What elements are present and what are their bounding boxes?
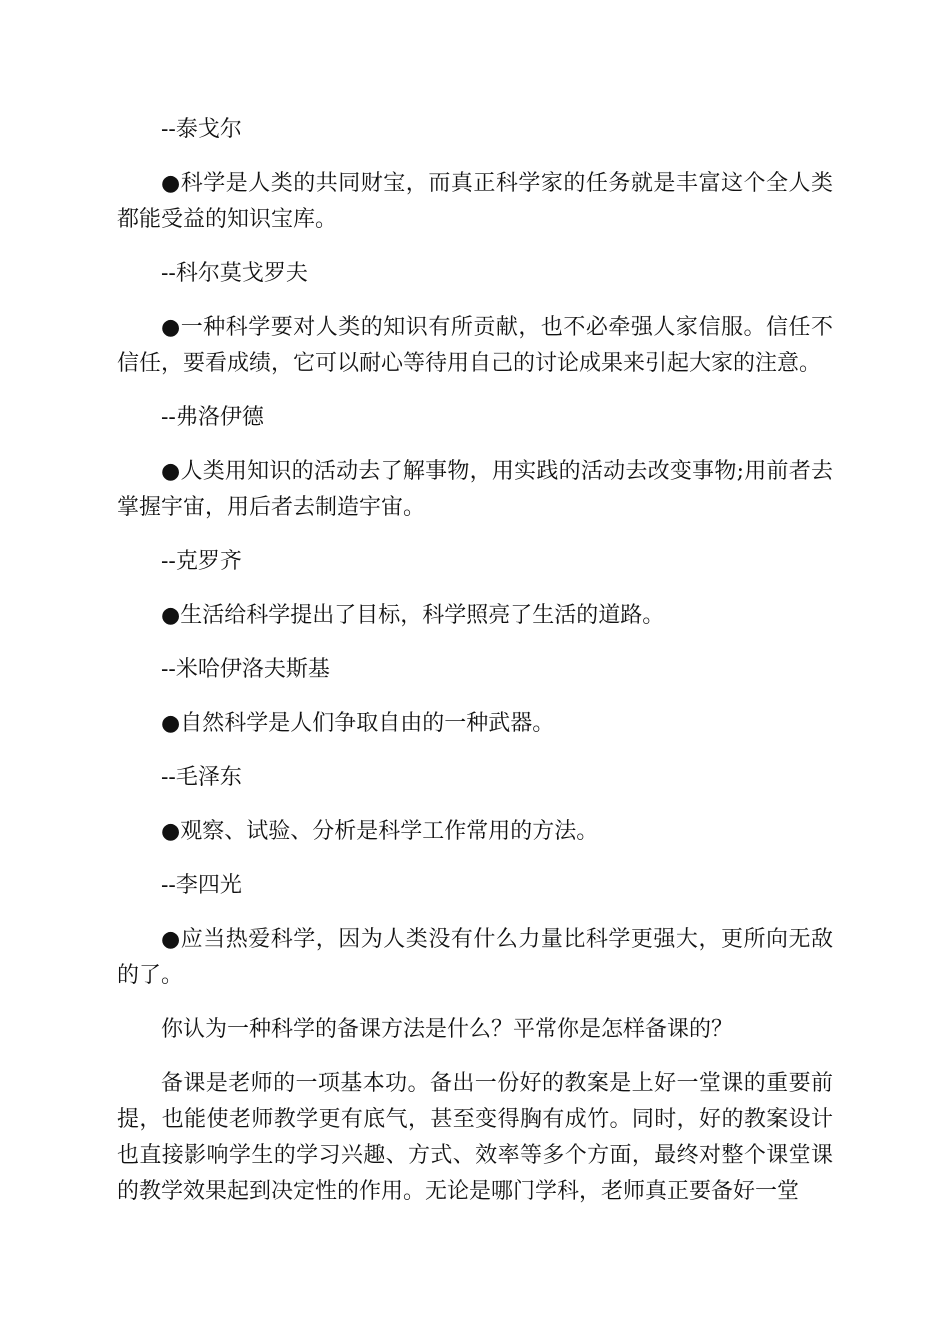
quote-attribution: --李四光	[161, 873, 242, 898]
quote-text: ●科学是人类的共同财宝，而真正科学家的任务就是丰富这个全人类都能受益的知识宝库。	[117, 171, 833, 232]
question-heading: 你认为一种科学的备课方法是什么？平常你是怎样备课的？	[161, 1017, 734, 1042]
quote-text: ●一种科学要对人类的知识有所贡献，也不必牵强人家信服。信任不信任，要看成绩，它可以耐心等待用自己的讨论成果来引起大家的注意。	[117, 315, 833, 376]
quote-text: ●自然科学是人们争取自由的一种武器。	[161, 711, 555, 736]
quote-attribution: --克罗齐	[161, 549, 242, 574]
quote-text: ●生活给科学提出了目标，科学照亮了生活的道路。	[161, 603, 665, 628]
quote-text: ●人类用知识的活动去了解事物，用实践的活动去改变事物;用前者去掌握宇宙，用后者去制造宇宙。	[117, 459, 833, 520]
quote-attribution: --毛泽东	[161, 765, 242, 790]
document-body	[117, 112, 833, 1228]
quote-text: ●应当热爱科学，因为人类没有什么力量比科学更强大，更所向无敌的了。	[117, 927, 833, 988]
quote-attribution: --米哈伊洛夫斯基	[161, 657, 330, 682]
quote-attribution: --科尔莫戈罗夫	[161, 261, 308, 286]
quote-text: ●观察、试验、分析是科学工作常用的方法。	[161, 819, 599, 844]
body-paragraph: 备课是老师的一项基本功。备出一份好的教案是上好一堂课的重要前提，也能使老师教学更有底气，甚至变得胸有成竹。同时，好的教案设计也直接影响学生的学习兴趣、方式、效率等多个方面，最终对整个课堂课的教学效果起到决定性的作用。无论是哪门学科，老师真正要备好一堂	[117, 1071, 833, 1204]
quote-attribution: --弗洛伊德	[161, 405, 264, 430]
quote-attribution: --泰戈尔	[161, 117, 242, 142]
